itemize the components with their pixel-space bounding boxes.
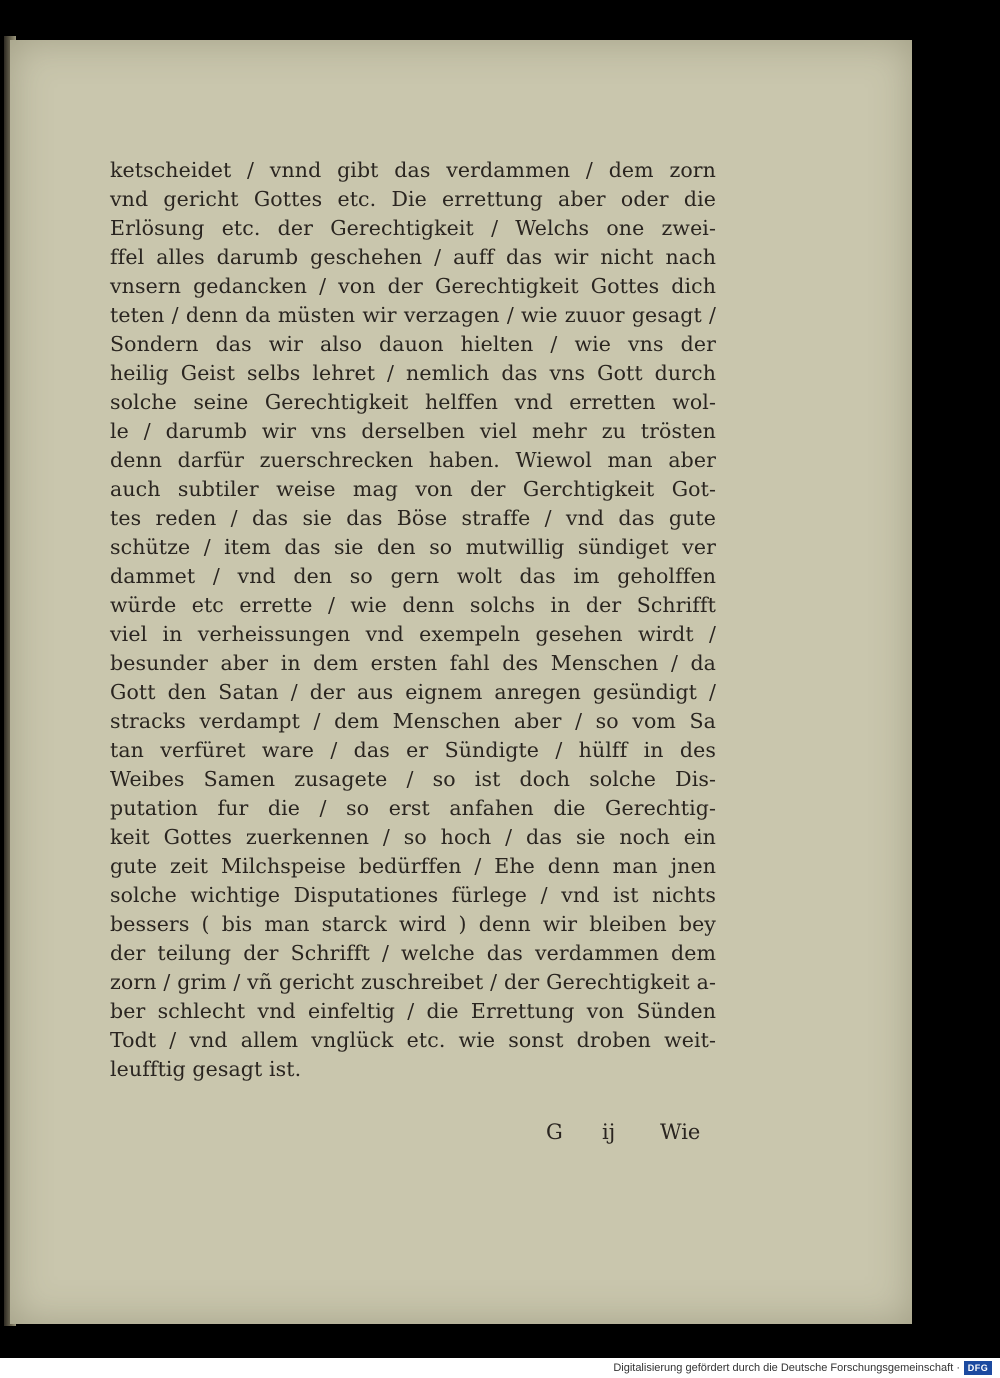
text-line: besunder aber in dem ersten fahl des Menschen / da: [110, 651, 716, 675]
text-line: vnd gericht Gottes etc. Die errettung aber oder die: [110, 187, 716, 211]
text-line: ffel alles darumb geschehen / auff das wir nicht nach: [110, 245, 716, 269]
text-line: würde etc errette / wie denn solchs in der Schrifft: [110, 593, 716, 617]
text-block: [110, 156, 716, 1084]
catchword: Wie: [660, 1120, 701, 1144]
text-line: dammet / vnd den so gern wolt das im geholffen: [110, 564, 716, 588]
text-line: le / darumb wir vns derselben viel mehr zu trösten: [110, 419, 716, 443]
signature-line: [546, 1116, 716, 1148]
text-line: ketscheidet / vnnd gibt das verdammen / dem zorn: [110, 158, 716, 182]
text-line: ber schlecht vnd einfeltig / die Errettung von Sünden: [110, 999, 716, 1023]
text-line: Weibes Samen zusagete / so ist doch solche Dis-: [110, 767, 716, 791]
text-line: auch subtiler weise mag von der Gerchtigkeit Got-: [110, 477, 716, 501]
text-line: der teilung der Schrifft / welche das verdammen dem: [110, 941, 716, 965]
funding-notice: Digitalisierung gefördert durch die Deutsche Forschungsgemeinschaft ·: [613, 1362, 960, 1374]
text-line: zorn / grim / vñ gericht zuschreibet / der Gerechtigkeit a-: [110, 970, 716, 994]
text-line: solche seine Gerechtigkeit helffen vnd erretten wol-: [110, 390, 716, 414]
text-line: gute zeit Milchspeise bedürffen / Ehe denn man jnen: [110, 854, 716, 878]
signature-number: ij: [602, 1120, 616, 1144]
text-line: teten / denn da müsten wir verzagen / wie zuuor gesagt /: [110, 303, 716, 327]
text-line: solche wichtige Disputationes fürlege / vnd ist nichts: [110, 883, 716, 907]
text-line: Gott den Satan / der aus eignem anregen gesündigt /: [110, 680, 716, 704]
text-line: leufftig gesagt ist.: [110, 1057, 302, 1081]
text-line: Sondern das wir also dauon hielten / wie vns der: [110, 332, 716, 356]
footer-bar: [0, 1358, 1000, 1378]
text-line: putation fur die / so erst anfahen die Gerechtig-: [110, 796, 716, 820]
text-line: keit Gottes zuerkennen / so hoch / das sie noch ein: [110, 825, 716, 849]
text-line: tan verfüret ware / das er Sündigte / hülff in des: [110, 738, 716, 762]
text-line: denn darfür zuerschrecken haben. Wiewol man aber: [110, 448, 716, 472]
text-line: heilig Geist selbs lehret / nemlich das vns Gott durch: [110, 361, 716, 385]
text-line: bessers ( bis man starck wird ) denn wir bleiben bey: [110, 912, 716, 936]
dfg-logo-icon: DFG: [964, 1361, 992, 1375]
signature-mark: G: [546, 1120, 563, 1144]
text-line: viel in verheissungen vnd exempeln gesehen wirdt /: [110, 622, 716, 646]
text-line: schütze / item das sie den so mutwillig sündiget ver: [110, 535, 716, 559]
text-line: stracks verdampt / dem Menschen aber / so vom Sa: [110, 709, 716, 733]
text-line: tes reden / das sie das Böse straffe / vnd das gute: [110, 506, 716, 530]
text-line: vnsern gedancken / von der Gerechtigkeit Gottes dich: [110, 274, 716, 298]
text-line: Todt / vnd allem vnglück etc. wie sonst droben weit-: [110, 1028, 716, 1052]
document-page: [10, 40, 912, 1324]
text-line: Erlösung etc. der Gerechtigkeit / Welchs one zwei-: [110, 216, 716, 240]
